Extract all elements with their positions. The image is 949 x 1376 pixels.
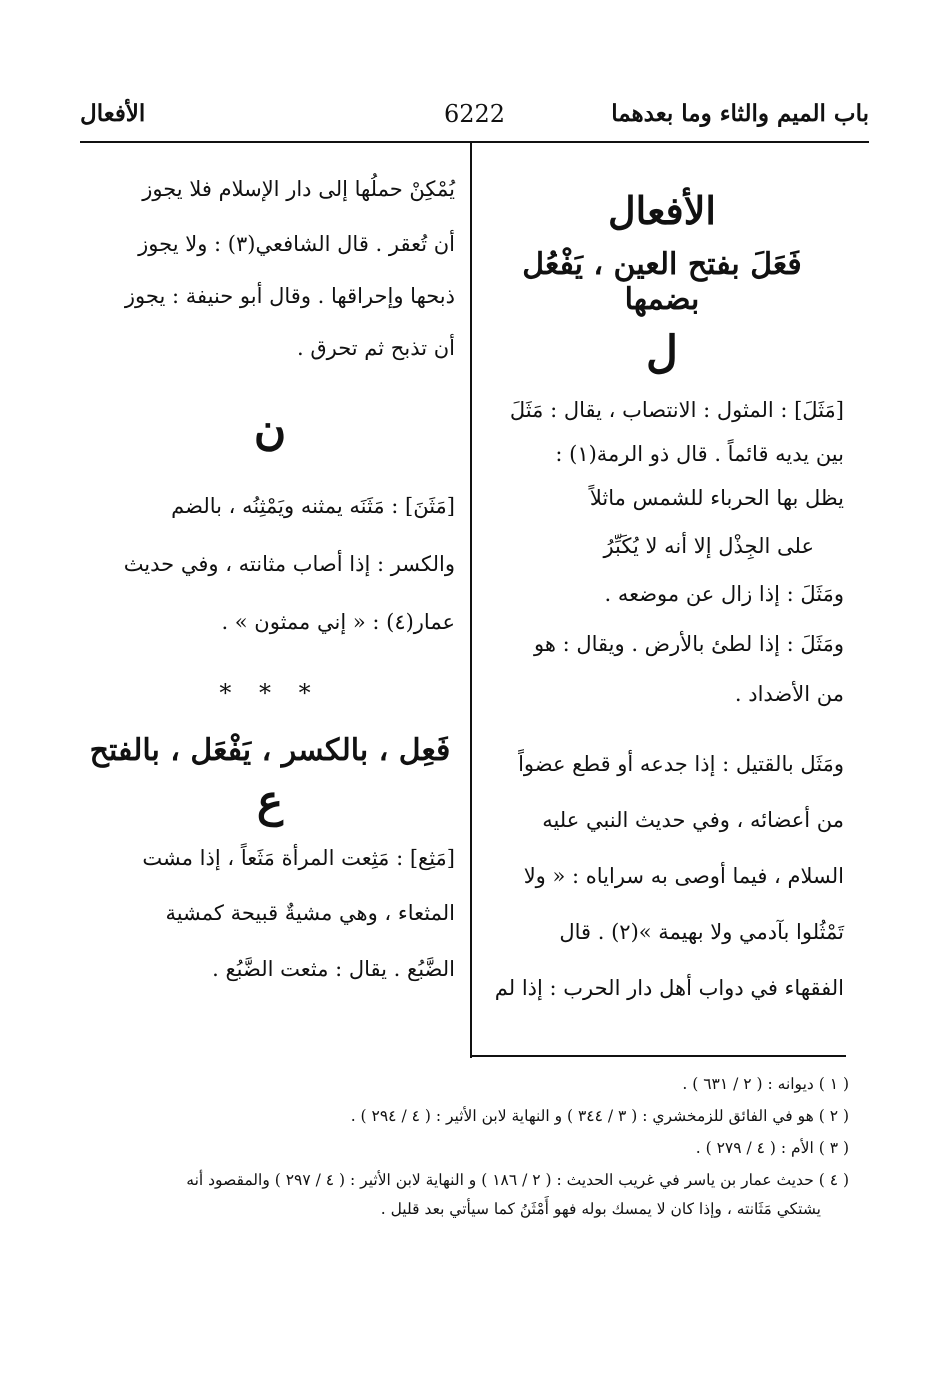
text-line: المثعاء ، وهي مشيةٌ قبيحة كمشية (165, 901, 455, 925)
text-line: يُمْكِنْ حملُها إلى دار الإسلام فلا يجوز (142, 177, 455, 201)
footnote-4: ( ٤ ) حديث عمار بن ياسر في غريب الحديث : ( ٢ / ١٨٦ ) و النهاية لابن الأثير : ( ٤ / ٢٩٧ ) والمقصود أنه (186, 1171, 849, 1189)
section-separator: * * * (219, 679, 321, 707)
footnotes (80, 1068, 849, 1222)
right-column (480, 160, 844, 1016)
section-title: الأفعال (80, 100, 146, 127)
text-line: من أعضائه ، وفي حديث النبي عليه (542, 808, 844, 832)
text-line: أن تُعقر . قال الشافعي(٣) : ولا يجوز (138, 232, 455, 256)
column-divider (470, 143, 472, 1058)
text-line: والكسر : إذا أصاب مثانته ، وفي حديث (123, 552, 455, 576)
pattern-heading: فَعِل ، بالكسر ، يَفْعَل ، بالفتح (89, 733, 451, 768)
footnote-2: ( ٢ ) هو في الفائق للزمخشري : ( ٣ / ٣٤٤ ) و النهاية لابن الأثير : ( ٤ / ٢٩٤ ) . (350, 1107, 849, 1125)
footnote-4-continuation: يشتكي مَثَانته ، وإذا كان لا يمسك بوله فهو أَمْثَنُ كما سيأتي بعد قليل . (380, 1200, 821, 1218)
footnote-rule (470, 1055, 846, 1057)
text-line: الفقهاء في دواب أهل دار الحرب : إذا لم (494, 976, 844, 1000)
pattern-heading: فَعَلَ بفتح العين ، يَفْعُل بضمها (522, 247, 802, 317)
verse-line: على الجِذْل إلا أنه لا يُكَبِّرُ (603, 534, 814, 558)
footnote-3: ( ٣ ) الأم : ( ٤ / ٢٧٩ ) . (695, 1139, 849, 1157)
text-line: ومَثَلَ : إذا زال عن موضعه . (604, 582, 844, 606)
text-line: عمار(٤) : « إني ممثون » . (221, 610, 455, 634)
left-column (85, 160, 455, 997)
verse-line: يظل بها الحرباء للشمس ماثلاً (589, 486, 844, 510)
text-line: الضَّبُع . يقال : مثعت الضَّبُع . (212, 957, 455, 981)
letter-heading-nun: ن (253, 404, 287, 455)
text-line: تَمْثُلوا بآدمي ولا بهيمة »(٢) . قال (559, 920, 844, 944)
text-line: من الأضداد . (734, 682, 844, 706)
text-line: ومَثَلَ : إذا لطئ بالأرض . ويقال : هو (534, 632, 844, 656)
letter-heading-ain: ع (256, 776, 284, 827)
header-rule (80, 141, 869, 143)
text-line: [مَثَنَ] : مَثَنَه يمثنه ويَمْثِنُه ، بالضم (171, 494, 455, 518)
text-line: بين يديه قائماً . قال ذو الرمة(١) : (555, 442, 844, 466)
footnote-1: ( ١ ) ديوانه : ( ٢ / ٦٣١ ) . (682, 1075, 849, 1093)
chapter-title: باب الميم والثاء وما بعدهما (611, 100, 869, 127)
text-line: [مَثَلَ] : المثول : الانتصاب ، يقال : مَثَلَ (509, 398, 844, 422)
page-number: 6222 (443, 100, 506, 128)
text-line: أن تذبح ثم تحرق . (296, 336, 455, 360)
text-line: ومَثَل بالقتيل : إذا جدعه أو قطع عضواً (518, 752, 844, 776)
running-header (80, 100, 869, 140)
text-line: [مَثِع] : مَثِعت المرأة مَثَعاً ، إذا مشت (142, 846, 455, 870)
letter-heading-lam: ل (646, 327, 678, 378)
text-line: ذبحها وإحراقها . وقال أبو حنيفة : يجوز (124, 284, 455, 308)
text-line: السلام ، فيما أوصى به سراياه : « ولا (523, 864, 844, 888)
section-heading: الأفعال (608, 188, 716, 233)
